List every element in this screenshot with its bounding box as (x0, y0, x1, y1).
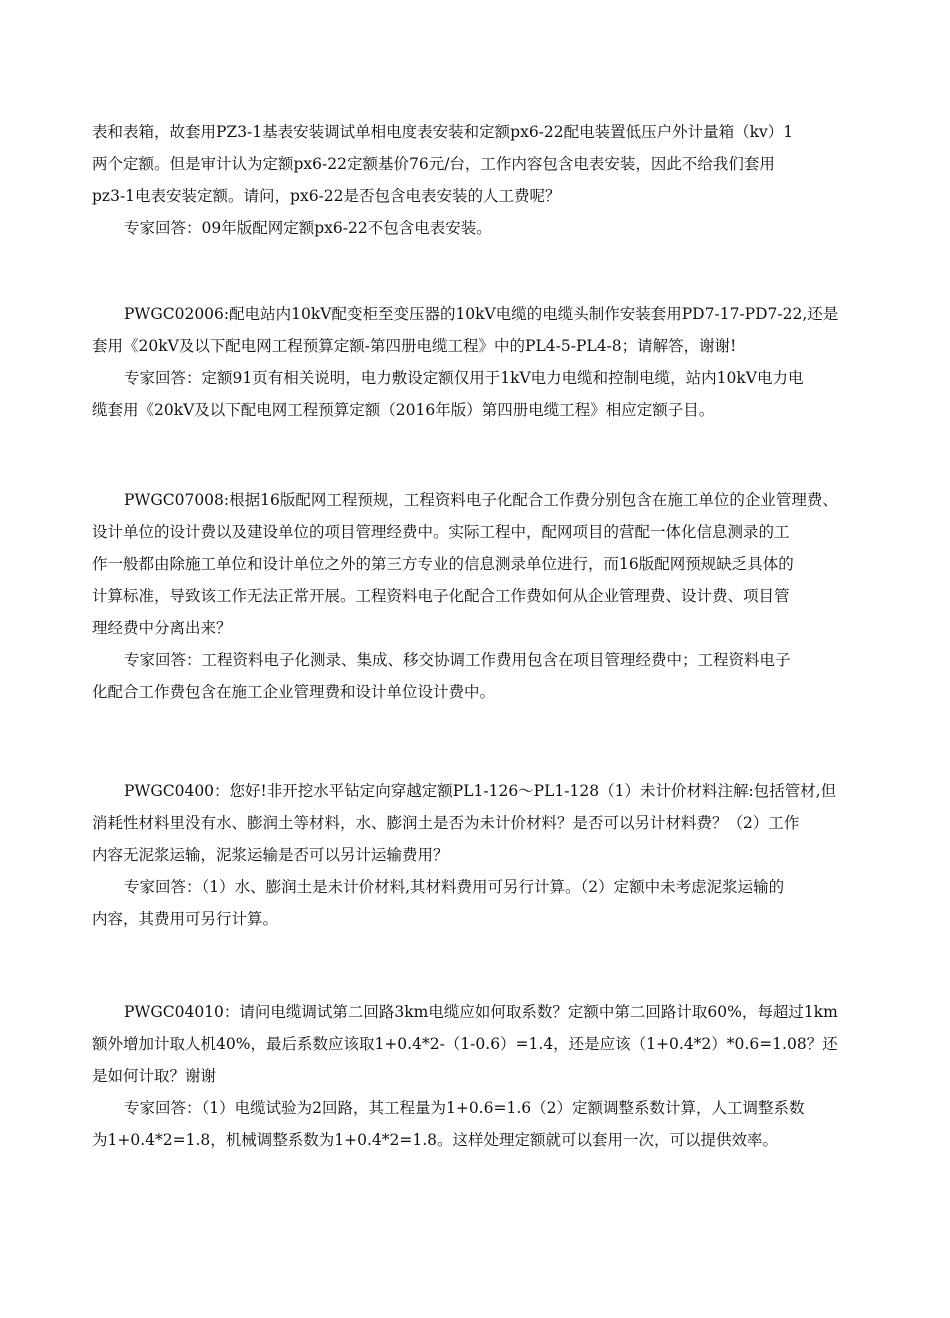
question-line: 作一般都由除施工单位和设计单位之外的第三方专业的信息测录单位进行，而16版配网预规缺乏具体的 (92, 555, 794, 573)
expert-answer-line: 专家回答：（1）水、膨润土是未计价材料,其材料费用可另行计算。（2）定额中未考虑泥浆运输的 (124, 878, 785, 896)
qa-block-2 (92, 298, 867, 426)
question-line: pz3-1电表安装定额。请问，px6-22是否包含电表安装的人工费呢？ (92, 187, 561, 205)
question-line: 套用《20kV及以下配电网工程预算定额-第四册电缆工程》中的PL4-5-PL4-8；请解答，谢谢! (92, 337, 737, 355)
qa-block-4 (92, 775, 867, 935)
question-line: 两个定额。但是审计认为定额px6-22定额基价76元/台，工作内容包含电表安装，因此不给我们套用 (92, 155, 775, 173)
expert-answer-line: 化配合工作费包含在施工企业管理费和设计单位设计费中。 (92, 683, 496, 701)
question-line: 消耗性材料里没有水、膨润土等材料，水、膨润土是否为未计价材料？是否可以另计材料费？（2）工作 (92, 814, 800, 832)
question-line: 设计单位的设计费以及建设单位的项目管理经费中。实际工程中，配网项目的营配一体化信息测录的工 (92, 523, 790, 541)
qa-block-3 (92, 484, 867, 708)
expert-answer-line: 专家回答：09年版配网定额px6-22不包含电表安装。 (124, 219, 492, 237)
question-line: PWGC02006:配电站内10kV配变柜至变压器的10kV电缆的电缆头制作安装套用PD7-17-PD7-22,还是 (124, 305, 839, 323)
question-line: 内容无泥浆运输，泥浆运输是否可以另计运输费用？ (92, 846, 449, 864)
expert-answer-line: 缆套用《20kV及以下配电网工程预算定额（2016年版）第四册电缆工程》相应定额子目。 (92, 401, 715, 419)
question-line: 是如何计取？谢谢 (92, 1067, 217, 1085)
expert-answer-line: 内容，其费用可另行计算。 (92, 910, 279, 928)
qa-block-5 (92, 996, 867, 1156)
question-line: 计算标准，导致该工作无法正常开展。工程资料电子化配合工作费如何从企业管理费、设计费、项目管 (92, 587, 790, 605)
question-line: 额外增加计取人机40%，最后系数应该取1+0.4*2-（1-0.6）=1.4，还是应该（1+0.4*2）*0.6=1.08？还 (92, 1035, 838, 1053)
question-line: 表和表箱，故套用PZ3-1基表安装调试单相电度表安装和定额px6-22配电装置低压户外计量箱（kv）1 (92, 123, 794, 141)
question-line: PWGC04010：请问电缆调试第二回路3km电缆应如何取系数？定额中第二回路计取60%，每超过1km (124, 1003, 838, 1021)
question-line: PWGC0400：您好!非开挖水平钻定向穿越定额PL1-126～PL1-128（1）未计价材料注解:包括管材,但 (124, 782, 837, 800)
expert-answer-line: 专家回答：工程资料电子化测录、集成、移交协调工作费用包含在项目管理经费中；工程资料电子 (124, 651, 791, 669)
expert-answer-line: 专家回答：（1）电缆试验为2回路，其工程量为1+0.6=1.6（2）定额调整系数计算，人工调整系数 (124, 1099, 805, 1117)
question-line: 理经费中分离出来？ (92, 619, 232, 637)
expert-answer-line: 为1+0.4*2=1.8，机械调整系数为1+0.4*2=1.8。这样处理定额就可以套用一次，可以提供效率。 (92, 1131, 778, 1149)
question-line: PWGC07008:根据16版配网工程预规，工程资料电子化配合工作费分别包含在施工单位的企业管理费、 (124, 491, 838, 509)
expert-answer-line: 专家回答：定额91页有相关说明，电力敷设定额仅用于1kV电力电缆和控制电缆，站内10kV电力电 (124, 369, 804, 387)
qa-block-1 (92, 116, 867, 244)
